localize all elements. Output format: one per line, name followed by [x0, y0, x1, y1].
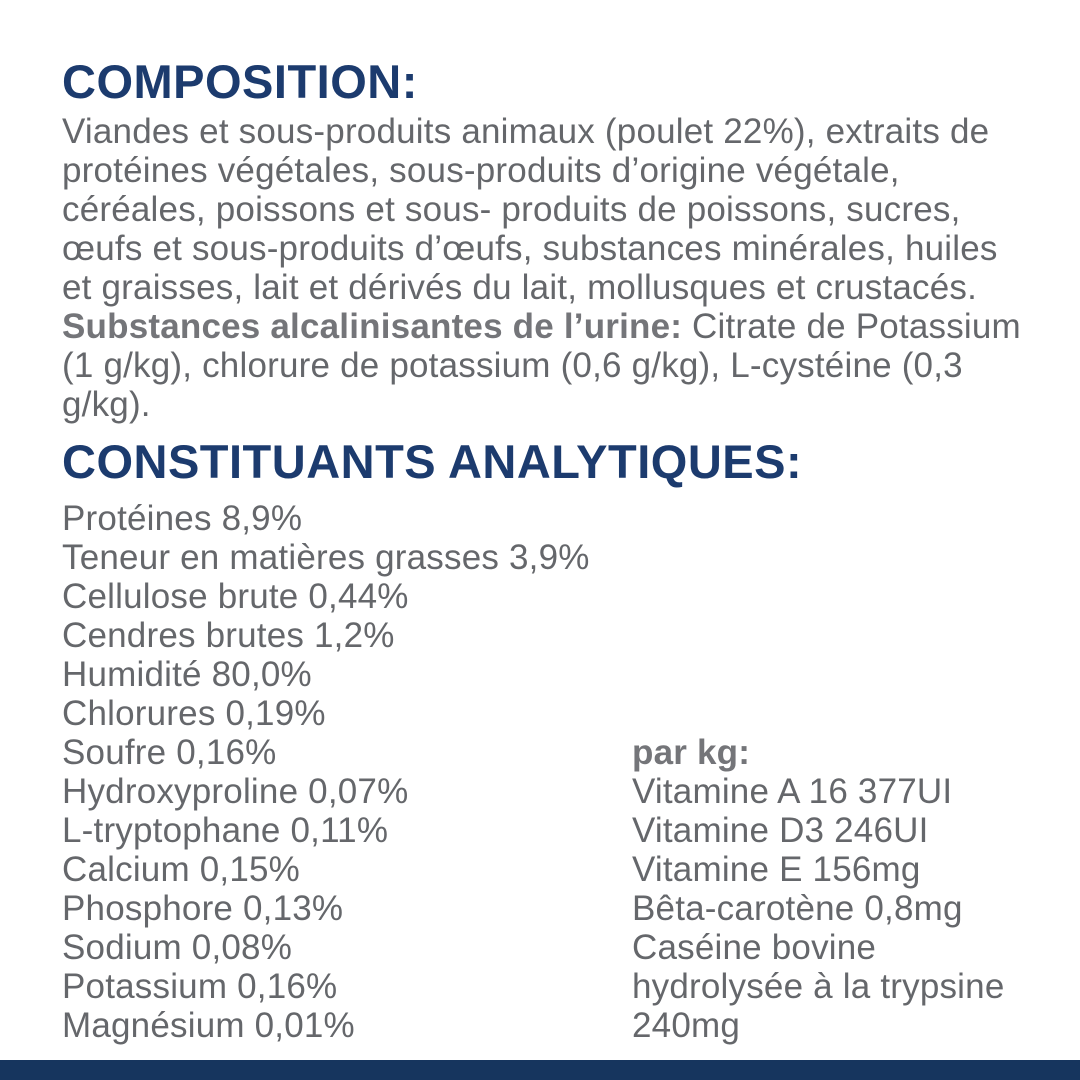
list-item: Teneur en matières grasses 3,9%	[62, 538, 590, 577]
list-item: Potassium 0,16%	[62, 967, 338, 1006]
per-kg-list	[632, 772, 1034, 1045]
composition-paragraph	[62, 112, 1022, 424]
list-item: Hydroxyproline 0,07%	[62, 772, 409, 811]
analytical-heading: CONSTITUANTS ANALYTIQUES:	[62, 435, 803, 488]
list-item: Caséine bovine hydrolysée à la trypsine 240mg	[632, 928, 1005, 1045]
composition-heading: COMPOSITION:	[62, 55, 418, 108]
composition-text-regular-1: Viandes et sous-produits animaux (poulet 22%), extraits de protéines végétales, sous-produits d’origine végétale, céréales, poissons et sous- produits de poissons, sucres, œufs et sous-produits d’œufs, substances minérales, huiles et graisses, lait et dérivés du lait, mollusques et crustacés.	[62, 112, 998, 307]
list-item: Vitamine E 156mg	[632, 850, 921, 889]
list-item: Calcium 0,15%	[62, 850, 300, 889]
list-item: Soufre 0,16%	[62, 733, 277, 772]
list-item: Phosphore 0,13%	[62, 889, 344, 928]
composition-bold-phrase: Substances alcalinisantes de l’urine:	[62, 307, 683, 346]
constituents-list	[62, 499, 627, 1045]
list-item: Cendres brutes 1,2%	[62, 616, 395, 655]
list-item: Humidité 80,0%	[62, 655, 312, 694]
analytical-columns	[62, 499, 1022, 1051]
list-item: L-tryptophane 0,11%	[62, 811, 389, 850]
list-item: Magnésium 0,01%	[62, 1006, 355, 1045]
list-item: Cellulose brute 0,44%	[62, 577, 409, 616]
label-panel	[62, 0, 1020, 1080]
list-item: Vitamine D3 246UI	[632, 811, 929, 850]
list-item: Chlorures 0,19%	[62, 694, 326, 733]
bottom-bar	[0, 1060, 1080, 1080]
composition-text-regular-2: Citrate de Potassium (1 g/kg), chlorure de potassium (0,6 g/kg), L-cystéine (0,3 g/kg).	[62, 307, 1021, 424]
list-item: Bêta-carotène 0,8mg	[632, 889, 963, 928]
list-item: Vitamine A 16 377UI	[632, 772, 953, 811]
per-kg-block	[632, 733, 1034, 1045]
list-item: Sodium 0,08%	[62, 928, 293, 967]
per-kg-heading: par kg:	[632, 733, 751, 772]
list-item: Protéines 8,9%	[62, 499, 303, 538]
